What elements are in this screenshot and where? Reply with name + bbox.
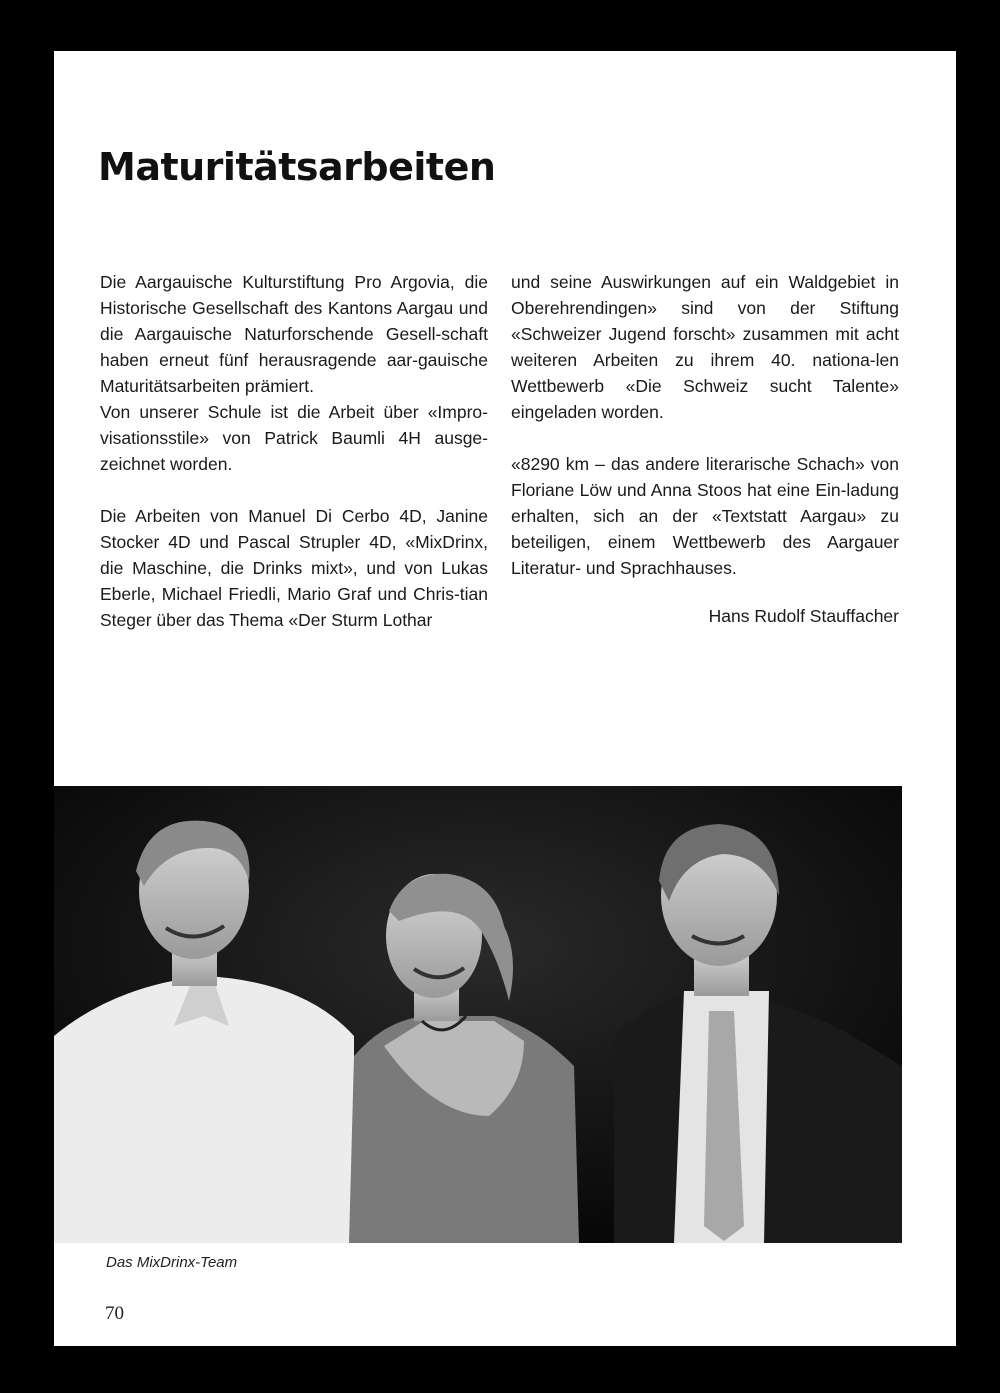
paragraph: «8290 km – das andere literarische Schach» von Floriane Löw und Anna Stoos hat eine Ein-ladung erhalten, sich an der «Textstatt Aargau» zu beteiligen, einem Wettbewerb des Aargauer Literatur- und Sprachhauses. bbox=[511, 454, 899, 578]
team-photo bbox=[54, 786, 902, 1243]
left-column bbox=[100, 269, 488, 633]
paragraph: Von unserer Schule ist die Arbeit über «Impro-visationsstile» von Patrick Baumli 4H ausge-zeichnet worden. bbox=[100, 402, 488, 474]
paragraph: Die Aargauische Kulturstiftung Pro Argovia, die Historische Gesellschaft des Kantons Aargau und die Aargauische Naturforschende Gesell-schaft haben erneut fünf herausragende aar-gauische Maturitätsarbeiten prämiert. bbox=[100, 272, 488, 396]
right-column bbox=[511, 269, 899, 629]
page bbox=[54, 51, 956, 1346]
paragraph: und seine Auswirkungen auf ein Waldgebiet in Oberehrendingen» sind von der Stiftung «Schweizer Jugend forscht» zusammen mit acht weiteren Arbeiten zu ihrem 40. nationa-len Wettbewerb «Die Schweiz sucht Talente» eingeladen worden. bbox=[511, 272, 899, 422]
page-number: 70 bbox=[105, 1303, 124, 1324]
page-title: Maturitätsarbeiten bbox=[98, 145, 496, 189]
author-signature: Hans Rudolf Stauffacher bbox=[708, 606, 899, 626]
paragraph: Die Arbeiten von Manuel Di Cerbo 4D, Janine Stocker 4D und Pascal Strupler 4D, «MixDrinx, die Maschine, die Drinks mixt», und von Lukas Eberle, Michael Friedli, Mario Graf und Chris-tian Steger über das Thema «Der Sturm Lothar bbox=[100, 506, 488, 630]
photo-caption: Das MixDrinx-Team bbox=[106, 1254, 238, 1271]
